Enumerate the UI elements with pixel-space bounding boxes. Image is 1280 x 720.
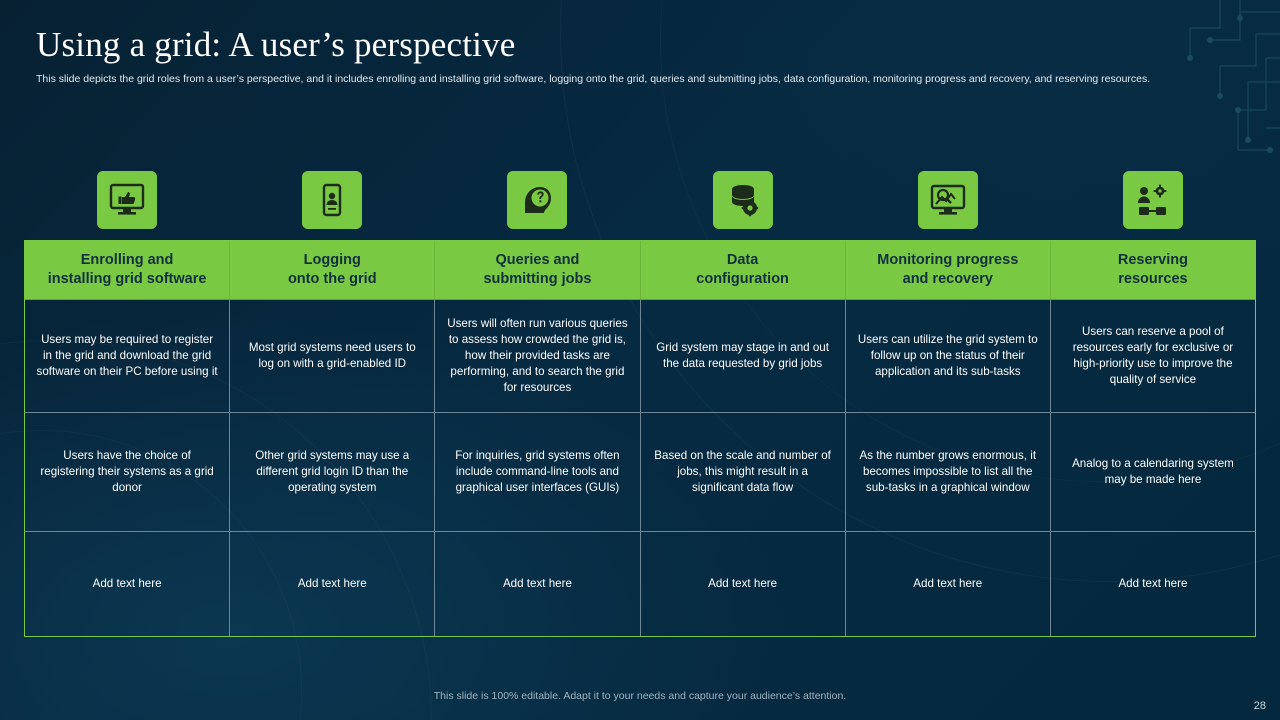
table-header-row (25, 241, 1255, 299)
footer-note: This slide is 100% editable. Adapt it to your needs and capture your audience’s attention. (433, 690, 847, 702)
column-header-logging: Logging onto the grid (230, 241, 435, 299)
page-title: Using a grid: A user’s perspective (36, 25, 516, 64)
table-cell: Users may be required to register in the grid and download the grid software on their PC before using it (25, 300, 230, 412)
resource-people-gear-icon (1123, 171, 1183, 229)
column-header-queries: Queries and submitting jobs (435, 241, 640, 299)
table-cell: As the number grows enormous, it becomes impossible to list all the sub-tasks in a graphical window (846, 413, 1051, 531)
icon-cell (24, 170, 229, 230)
monitor-thumbs-up-icon (97, 171, 157, 229)
table-cell-placeholder[interactable]: Add text here (435, 532, 640, 636)
head-question-mark-icon (507, 171, 567, 229)
table-cell: Users can reserve a pool of resources early for exclusive or high-priority use to improve the quality of service (1072, 325, 1234, 386)
table-cell: For inquiries, grid systems often include command-line tools and graphical user interfaces (GUIs) (435, 413, 640, 531)
table-cell-placeholder[interactable]: Add text here (846, 532, 1051, 636)
table-cell: Other grid systems may use a different grid login ID than the operating system (230, 413, 435, 531)
table-cell: Analog to a calendaring system may be made here (1072, 457, 1234, 486)
icon-cell (229, 170, 434, 230)
table-cell-placeholder[interactable]: Add text here (230, 532, 435, 636)
grid-roles-table (24, 240, 1256, 637)
database-gear-icon (713, 171, 773, 229)
column-header-enrolling: Enrolling and installing grid software (25, 241, 230, 299)
table-cell-placeholder[interactable]: Add text here (25, 532, 230, 636)
table-cell-placeholder[interactable]: Add text here (641, 532, 846, 636)
table-cell: Users can utilize the grid system to follow up on the status of their application and its sub-tasks (846, 300, 1051, 412)
page-subtitle: This slide depicts the grid roles from a user’s perspective, and it includes enrolling and installing grid software, logging onto the grid, queries and submitting jobs, data configuration, monitoring progress and recovery, and reserving resources. (36, 73, 1151, 85)
table-cell: Most grid systems need users to log on with a grid-enabled ID (230, 300, 435, 412)
table-cell: Based on the scale and number of jobs, this might result in a significant data flow (641, 413, 846, 531)
page-number: 28 (1253, 700, 1266, 712)
column-header-monitoring: Monitoring progress and recovery (846, 241, 1051, 299)
table-row (25, 412, 1255, 531)
monitor-chart-magnifier-icon (918, 171, 978, 229)
table-cell: Users have the choice of registering their systems as a grid donor (25, 413, 230, 531)
icon-row (24, 170, 1256, 230)
column-header-data-configuration: Data configuration (641, 241, 846, 299)
mobile-user-id-icon (302, 171, 362, 229)
table-row (25, 299, 1255, 412)
icon-cell (1051, 170, 1256, 230)
column-header-reserving: Reserving resources (1117, 252, 1188, 287)
table-cell: Grid system may stage in and out the data requested by grid jobs (641, 300, 846, 412)
icon-cell (435, 170, 640, 230)
icon-cell (640, 170, 845, 230)
table-cell-placeholder[interactable]: Add text here (1118, 577, 1188, 590)
table-cell: Users will often run various queries to assess how crowded the grid is, how their provided tasks are performing, and to search the grid for resources (435, 300, 640, 412)
icon-cell (845, 170, 1050, 230)
table-row (25, 531, 1255, 636)
